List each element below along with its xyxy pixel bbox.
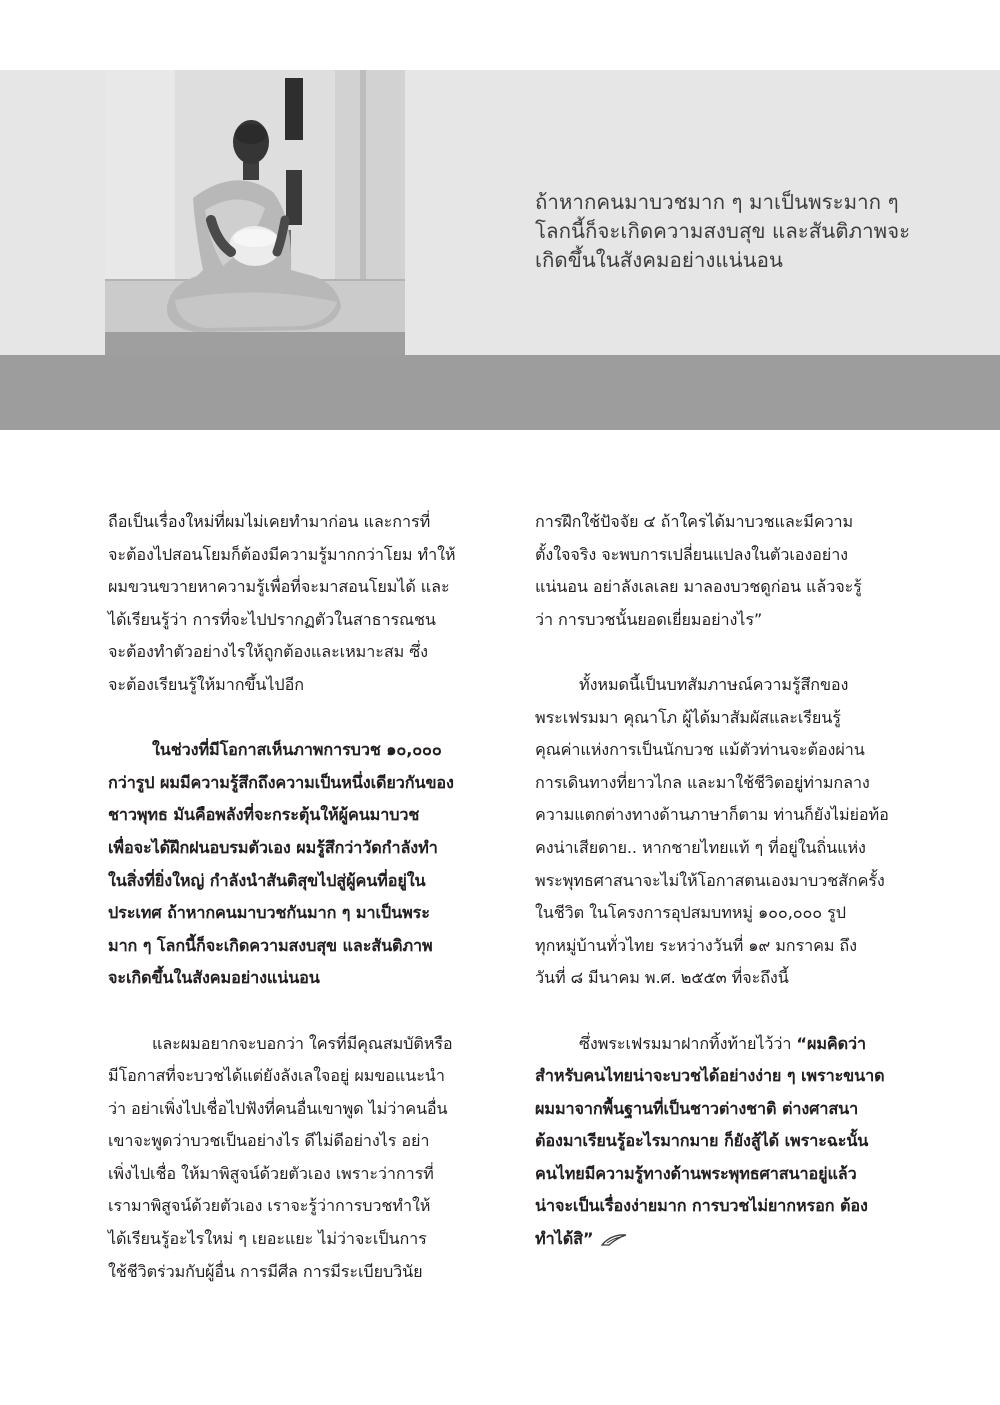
text-line: ต้องมาเรียนรู้อะไรมากมาย ก็ยังสู้ได้ เพราะฉะนั้น bbox=[535, 1131, 869, 1151]
paragraph bbox=[535, 1028, 923, 1256]
text-line: ประเทศ ถ้าหากคนมาบวชกันมาก ๆ มาเป็นพระ bbox=[108, 903, 430, 923]
pull-quote-line: เกิดขึ้นในสังคมอย่างแน่นอน bbox=[535, 248, 783, 272]
header-dark-strip bbox=[0, 355, 1000, 430]
text-line: ในชีวิต ในโครงการอุปสมบทหมู่ ๑๐๐,๐๐๐ รูป bbox=[535, 903, 846, 923]
text-line: เพื่อจะได้ฝึกฝนอบรมตัวเอง ผมรู้สึกว่าวัดกำลังทำ bbox=[108, 837, 438, 857]
pull-quote-line: โลกนี้ก็จะเกิดความสงบสุข และสันติภาพจะ bbox=[535, 219, 911, 243]
text-line: ทุกหมู่บ้านทั่วไทย ระหว่างวันที่ ๑๙ มกราคม ถึง bbox=[535, 935, 857, 955]
text-line: การเดินทางที่ยาวไกล และมาใช้ชีวิตอยู่ท่ามกลาง bbox=[535, 772, 870, 792]
text-line: คุณค่าแห่งการเป็นนักบวช แม้ตัวท่านจะต้องผ่าน bbox=[535, 740, 865, 760]
text-line: ในสิ่งที่ยิ่งใหญ่ กำลังนำสันติสุขไปสู่ผู้คนที่อยู่ใน bbox=[108, 870, 426, 890]
right-column bbox=[535, 506, 923, 1256]
pull-quote-line: ถ้าหากคนมาบวชมาก ๆ มาเป็นพระมาก ๆ bbox=[535, 190, 899, 214]
left-column bbox=[108, 506, 496, 1288]
text-line: ในช่วงที่มีโอกาสเห็นภาพการบวช ๑๐,๐๐๐ bbox=[152, 740, 442, 760]
quote-intro-bold: “ผมคิดว่า bbox=[796, 1033, 867, 1053]
text-line: ชาวพุทธ มันคือพลังที่จะกระตุ้นให้ผู้คนมาบวช bbox=[108, 805, 420, 825]
monk-photo bbox=[105, 70, 405, 355]
pull-quote bbox=[535, 188, 935, 275]
text-line: จะต้องทำตัวอย่างไรให้ถูกต้องและเหมาะสม ซึ่ง bbox=[108, 642, 428, 662]
paragraph bbox=[535, 506, 923, 636]
paragraph bbox=[108, 506, 496, 702]
text-line: ตั้งใจจริง จะพบการเปลี่ยนแปลงในตัวเองอย่าง bbox=[535, 544, 848, 564]
paragraph bbox=[535, 669, 923, 995]
text-line: เรามาพิสูจน์ด้วยตัวเอง เราจะรู้ว่าการบวชทำให้ bbox=[108, 1196, 431, 1216]
text-line: ถือเป็นเรื่องใหม่ที่ผมไม่เคยทำมาก่อน และการที่ bbox=[108, 512, 431, 531]
quote-intro: ซึ่งพระเฟรมมาฝากทิ้งท้ายไว้ว่า bbox=[579, 1033, 797, 1053]
end-mark-icon bbox=[599, 1232, 629, 1248]
text-line: เขาจะพูดว่าบวชเป็นอย่างไร ดีไม่ดีอย่างไร อย่า bbox=[108, 1131, 430, 1151]
text-line: ได้เรียนรู้อะไรใหม่ ๆ เยอะแยะ ไม่ว่าจะเป็นการ bbox=[108, 1229, 427, 1249]
text-line: ใช้ชีวิตร่วมกับผู้อื่น การมีศีล การมีระเบียบวินัย bbox=[108, 1261, 423, 1281]
text-line: คงน่าเสียดาย.. หากชายไทยแท้ ๆ ที่อยู่ในถิ่นแห่ง bbox=[535, 837, 866, 857]
closing-text: ทำได้สิ” bbox=[535, 1229, 594, 1249]
text-line: ว่า การบวชนั้นยอดเยี่ยมอย่างไร” bbox=[535, 609, 763, 629]
text-line: จะเกิดขึ้นในสังคมอย่างแน่นอน bbox=[108, 968, 320, 988]
text-line: ผมมาจากพื้นฐานที่เป็นชาวต่างชาติ ต่างศาสนา bbox=[535, 1098, 859, 1118]
text-line: ผมขวนขวายหาความรู้เพื่อที่จะมาสอนโยมได้ และ bbox=[108, 577, 450, 597]
text-line: จะต้องไปสอนโยมก็ต้องมีความรู้มากกว่าโยม ทำให้ bbox=[108, 544, 456, 564]
text-line: ทั้งหมดนี้เป็นบทสัมภาษณ์ความรู้สึกของ bbox=[579, 674, 849, 694]
text-line bbox=[535, 1223, 923, 1256]
text-line: พระพุทธศาสนาจะไม่ให้โอกาสตนเองมาบวชสักครั้ง bbox=[535, 870, 885, 890]
paragraph-bold bbox=[108, 734, 496, 995]
text-line: ได้เรียนรู้ว่า การที่จะไปปรากฏตัวในสาธารณชน bbox=[108, 609, 436, 629]
text-line: และผมอยากจะบอกว่า ใครที่มีคุณสมบัติหรือ bbox=[152, 1033, 453, 1053]
text-line: น่าจะเป็นเรื่องง่ายมาก การบวชไม่ยากหรอก ต้อง bbox=[535, 1196, 868, 1216]
text-line: คนไทยมีความรู้ทางด้านพระพุทธศาสนาอยู่แล้ว bbox=[535, 1163, 857, 1183]
text-line: เพิ่งไปเชื่อ ให้มาพิสูจน์ด้วยตัวเอง เพราะว่าการที่ bbox=[108, 1163, 434, 1183]
text-line: ว่า อย่าเพิ่งไปเชื่อไปฟังที่คนอื่นเขาพูด ไม่ว่าคนอื่น bbox=[108, 1098, 448, 1118]
text-line bbox=[535, 1028, 923, 1061]
paragraph bbox=[108, 1028, 496, 1289]
text-line: การฝึกใช้ปัจจัย ๔ ถ้าใครได้มาบวชและมีความ bbox=[535, 512, 854, 531]
text-line: พระเฟรมมา คุณาโภ ผู้ได้มาสัมผัสและเรียนรู้ bbox=[535, 707, 841, 727]
text-line: ความแตกต่างทางด้านภาษาก็ตาม ท่านก็ยังไม่ย่อท้อ bbox=[535, 805, 889, 825]
text-line: สำหรับคนไทยน่าจะบวชได้อย่างง่าย ๆ เพราะขนาด bbox=[535, 1066, 885, 1086]
text-line: กว่ารูป ผมมีความรู้สึกถึงความเป็นหนึ่งเดียวกันของ bbox=[108, 772, 454, 792]
text-line: วันที่ ๘ มีนาคม พ.ศ. ๒๕๕๓ ที่จะถึงนี้ bbox=[535, 968, 789, 988]
text-line: แน่นอน อย่าลังเลเลย มาลองบวชดูก่อน แล้วจะรู้ bbox=[535, 577, 862, 597]
text-line: จะต้องเรียนรู้ให้มากขึ้นไปอีก bbox=[108, 674, 304, 694]
text-line: มาก ๆ โลกนี้ก็จะเกิดความสงบสุข และสันติภาพ bbox=[108, 935, 433, 955]
text-line: มีโอกาสที่จะบวชได้แต่ยังลังเลใจอยู่ ผมขอแนะนำ bbox=[108, 1066, 445, 1086]
